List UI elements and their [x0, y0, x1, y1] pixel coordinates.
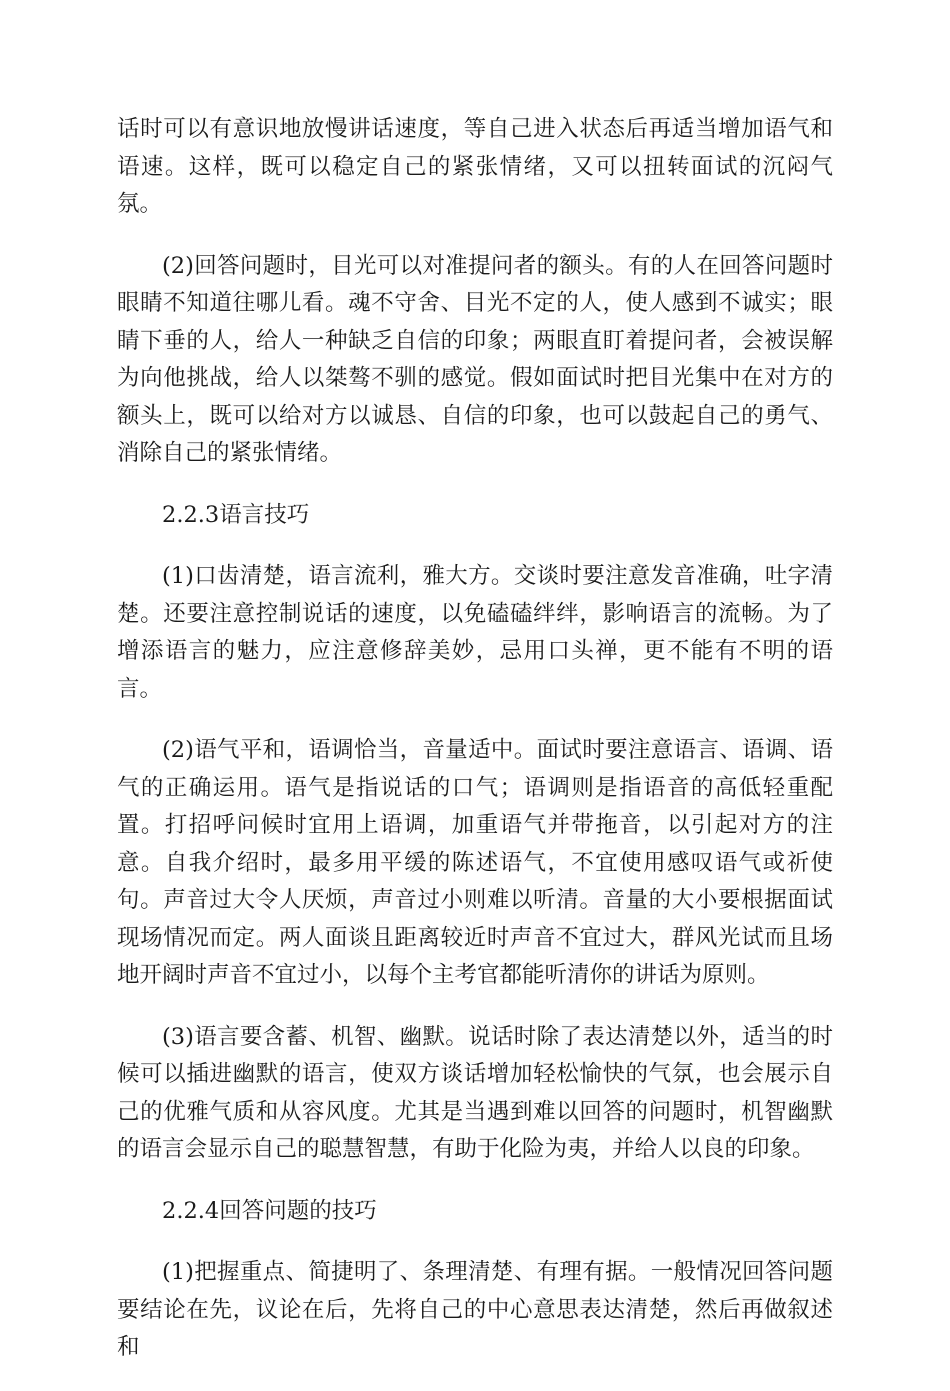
section-heading-language-skills: 2.2.3语言技巧 — [162, 501, 310, 528]
paragraph-continuation: 话时可以有意识地放慢讲话速度，等自己进入状态后再适当增加语气和语速。这样，既可以稳定自己的紧张情绪，又可以扭转面试的沉闷气氛。 — [117, 116, 833, 217]
section-heading-answer-skills: 2.2.4回答问题的技巧 — [162, 1197, 377, 1224]
paragraph-humor: (3)语言要含蓄、机智、幽默。说话时除了表达清楚以外，适当的时候可以插进幽默的语言，使双方谈话增加轻松愉快的气氛，也会展示自己的优雅气质和从容风度。尤其是当遇到难以回答的问题时，机智幽默的语言会显示自己的聪慧智慧，有助于化险为夷，并给人以良的印象。 — [117, 1023, 833, 1162]
document-body — [117, 111, 833, 1391]
paragraph-eye-contact: (2)回答问题时，目光可以对准提问者的额头。有的人在回答问题时眼睛不知道往哪儿看。魂不守舍、目光不定的人，使人感到不诚实；眼睛下垂的人，给人一种缺乏自信的印象；两眼直盯着提问者，会被误解为向他挑战，给人以桀骜不驯的感觉。假如面试时把目光集中在对方的额头上，既可以给对方以诚恳、自信的印象，也可以鼓起自己的勇气、消除自己的紧张情绪。 — [117, 252, 833, 466]
paragraph-clear-speech: (1)口齿清楚，语言流利，雅大方。交谈时要注意发音准确，吐字清楚。还要注意控制说话的速度，以免磕磕绊绊，影响语言的流畅。为了增添语言的魅力，应注意修辞美妙，忌用口头禅，更不能有不明的语言。 — [117, 563, 833, 702]
paragraph-key-points: (1)把握重点、简捷明了、条理清楚、有理有据。一般情况回答问题要结论在先，议论在后，先将自己的中心意思表达清楚，然后再做叙述和 — [117, 1259, 833, 1360]
paragraph-tone-volume: (2)语气平和，语调恰当，音量适中。面试时要注意语言、语调、语气的正确运用。语气是指说话的口气；语调则是指语音的高低轻重配置。打招呼问候时宜用上语调，加重语气并带拖音，以引起对方的注意。自我介绍时，最多用平缓的陈述语气，不宜使用感叹语气或祈使句。声音过大令人厌烦，声音过小则难以听清。音量的大小要根据面试现场情况而定。两人面谈且距离较近时声音不宜过大，群风光试而且场地开阔时声音不宜过小，以每个主考官都能听清你的讲话为原则。 — [117, 737, 833, 988]
